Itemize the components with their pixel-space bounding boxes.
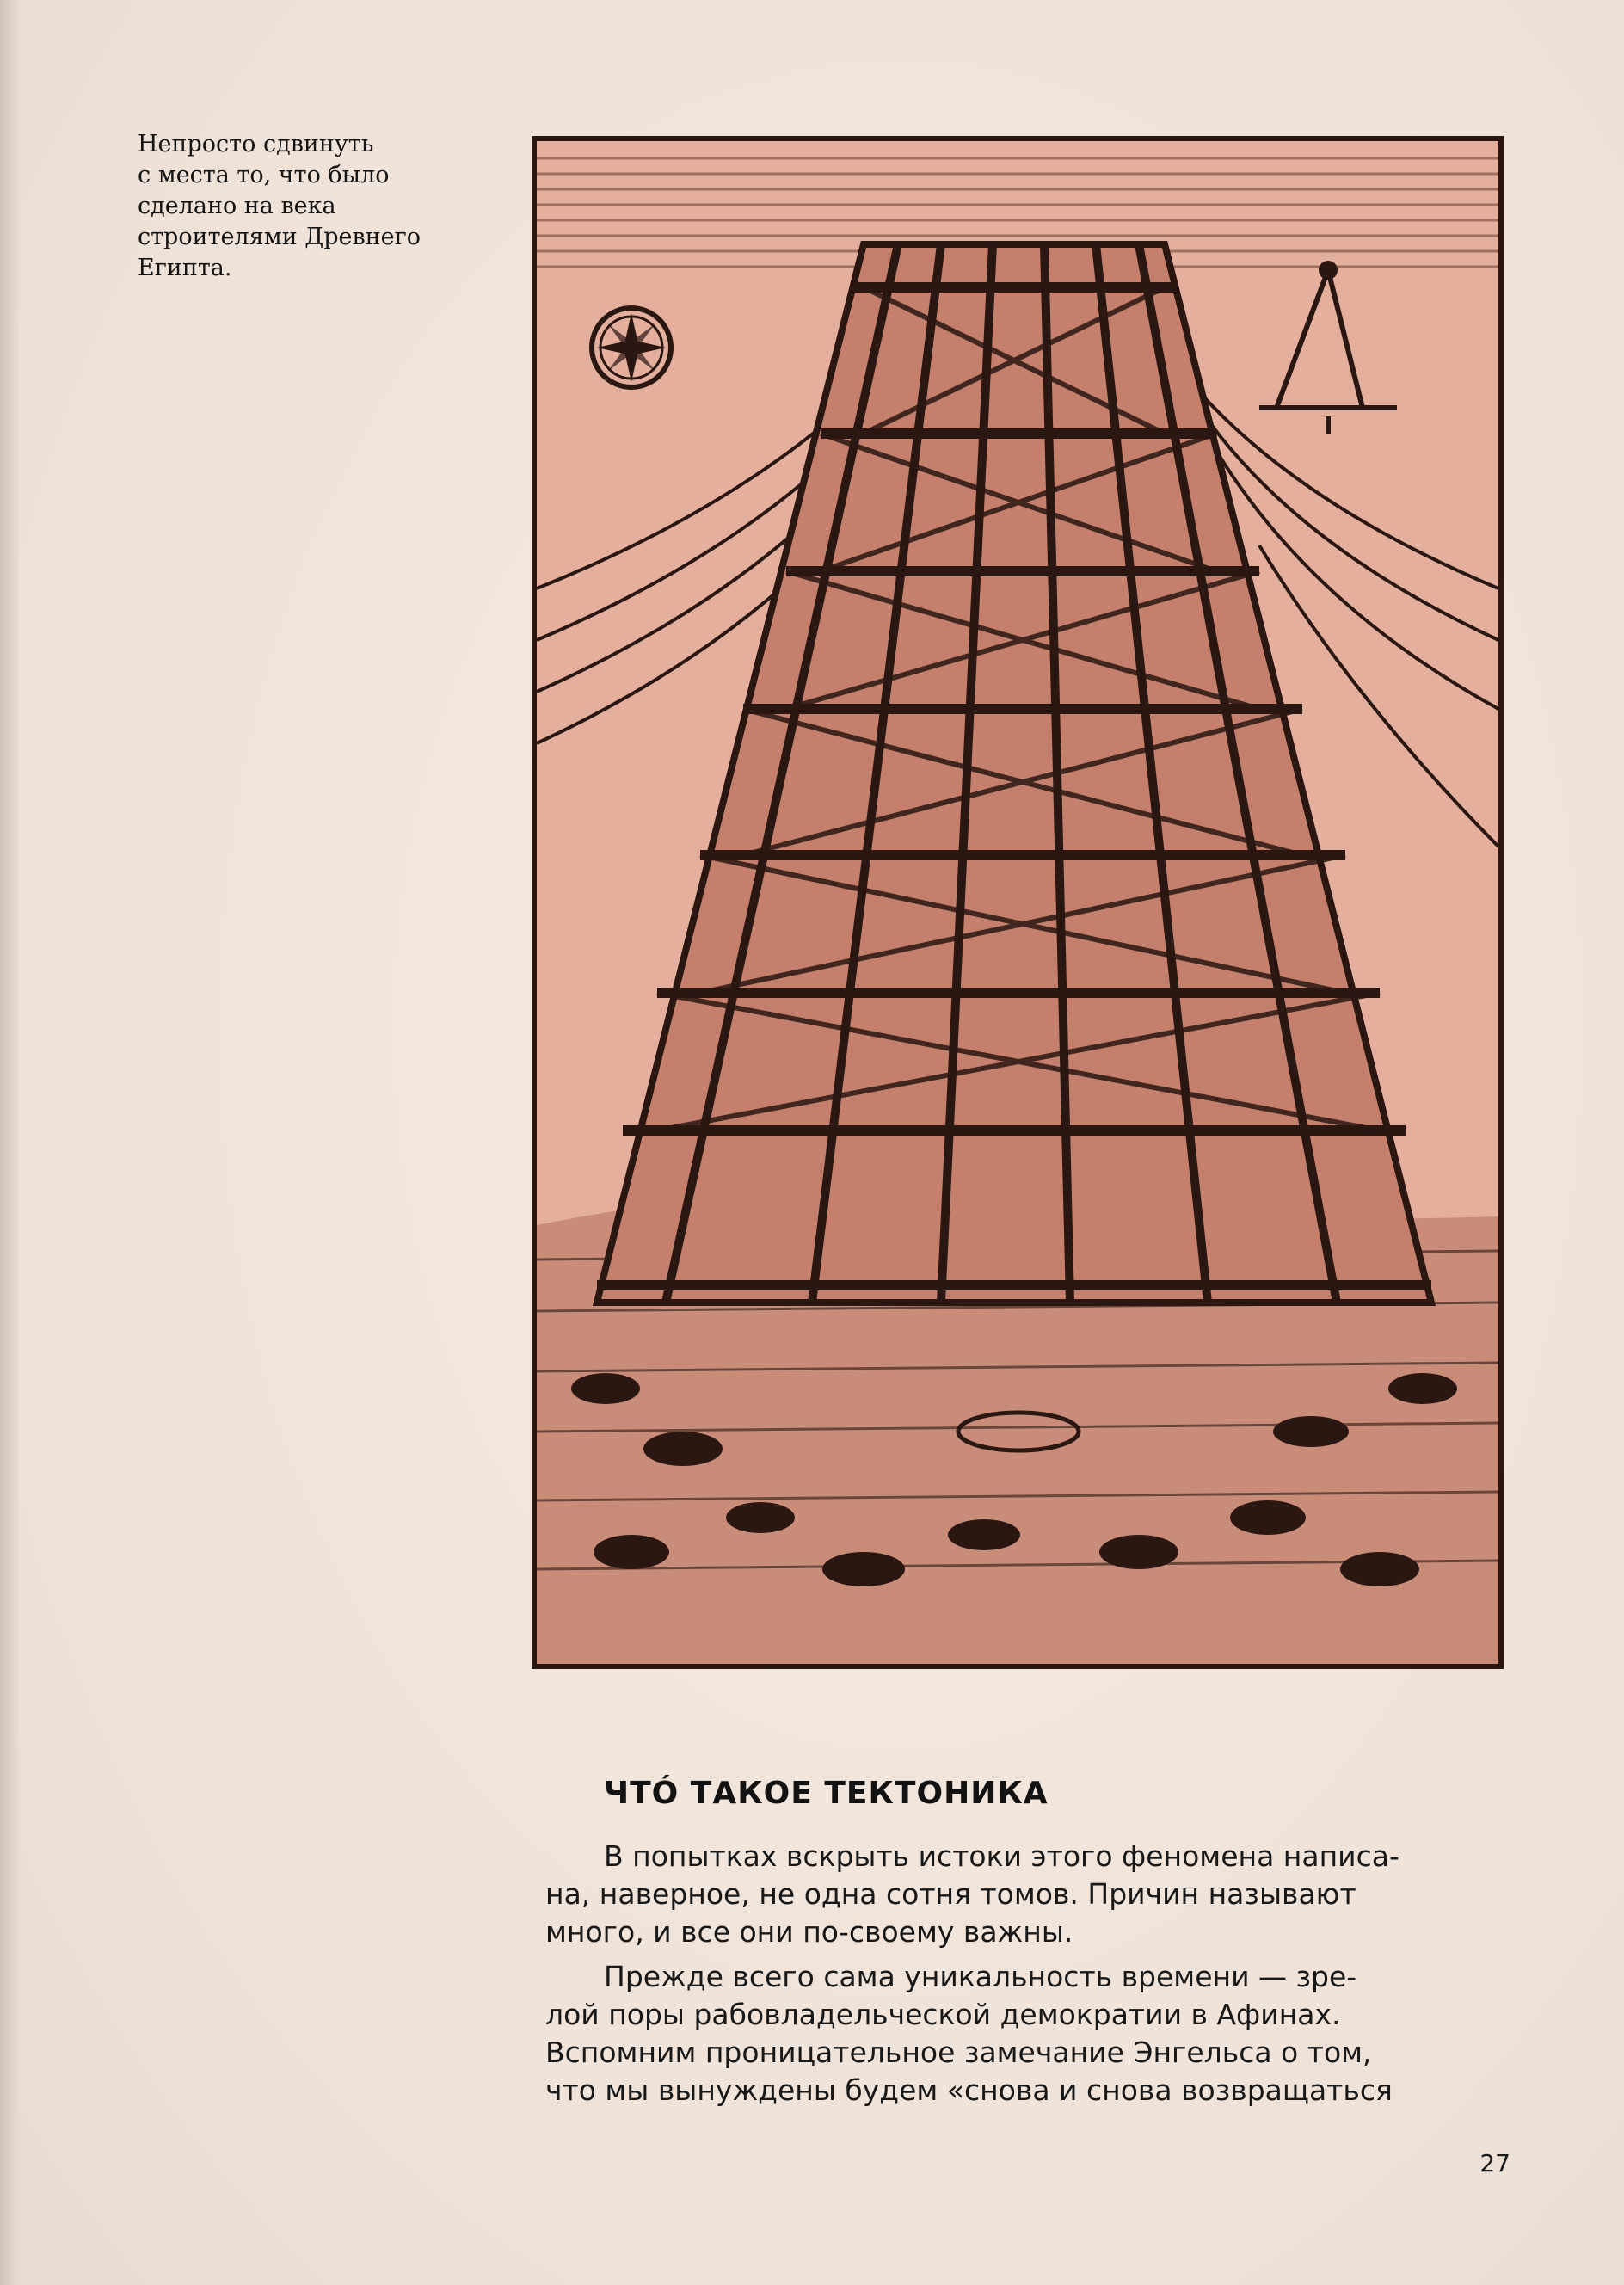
text-line: В попытках вскрыть истоки этого феномена написа- [604, 1839, 1399, 1873]
illustration-caption [138, 129, 499, 284]
caption-line: Непросто сдвинуть [138, 131, 374, 157]
engraving-illustration [532, 136, 1504, 1669]
caption-line: с места то, что было [138, 162, 390, 188]
text-line: на, наверное, не одна сотня томов. Причин называют [545, 1877, 1356, 1911]
compass-rose-icon [592, 308, 671, 387]
text-line: Прежде всего сама уникальность времени — зре- [604, 1960, 1357, 1993]
page-spine [0, 0, 19, 2285]
page-number: 27 [1479, 2149, 1510, 2177]
body-text [545, 1838, 1502, 2116]
caption-line: Египта. [138, 255, 232, 281]
scaffold-tower-drawing [537, 141, 1498, 1664]
paragraph [545, 1958, 1502, 2109]
text-line: что мы вынуждены будем «снова и снова возвращаться [545, 2073, 1393, 2107]
text-line: лой поры рабовладельческой демократии в Афинах. [545, 1998, 1341, 2031]
section-heading: ЧТÓ ТАКОЕ ТЕКТОНИКА [604, 1776, 1049, 1811]
text-line: много, и все они по-своему важны. [545, 1915, 1073, 1949]
text-line: Вспомним проницательное замечание Энгельса о том, [545, 2036, 1372, 2069]
paragraph [545, 1838, 1502, 1951]
caption-line: строителями Древнего [138, 224, 421, 250]
caption-line: сделано на века [138, 193, 336, 219]
